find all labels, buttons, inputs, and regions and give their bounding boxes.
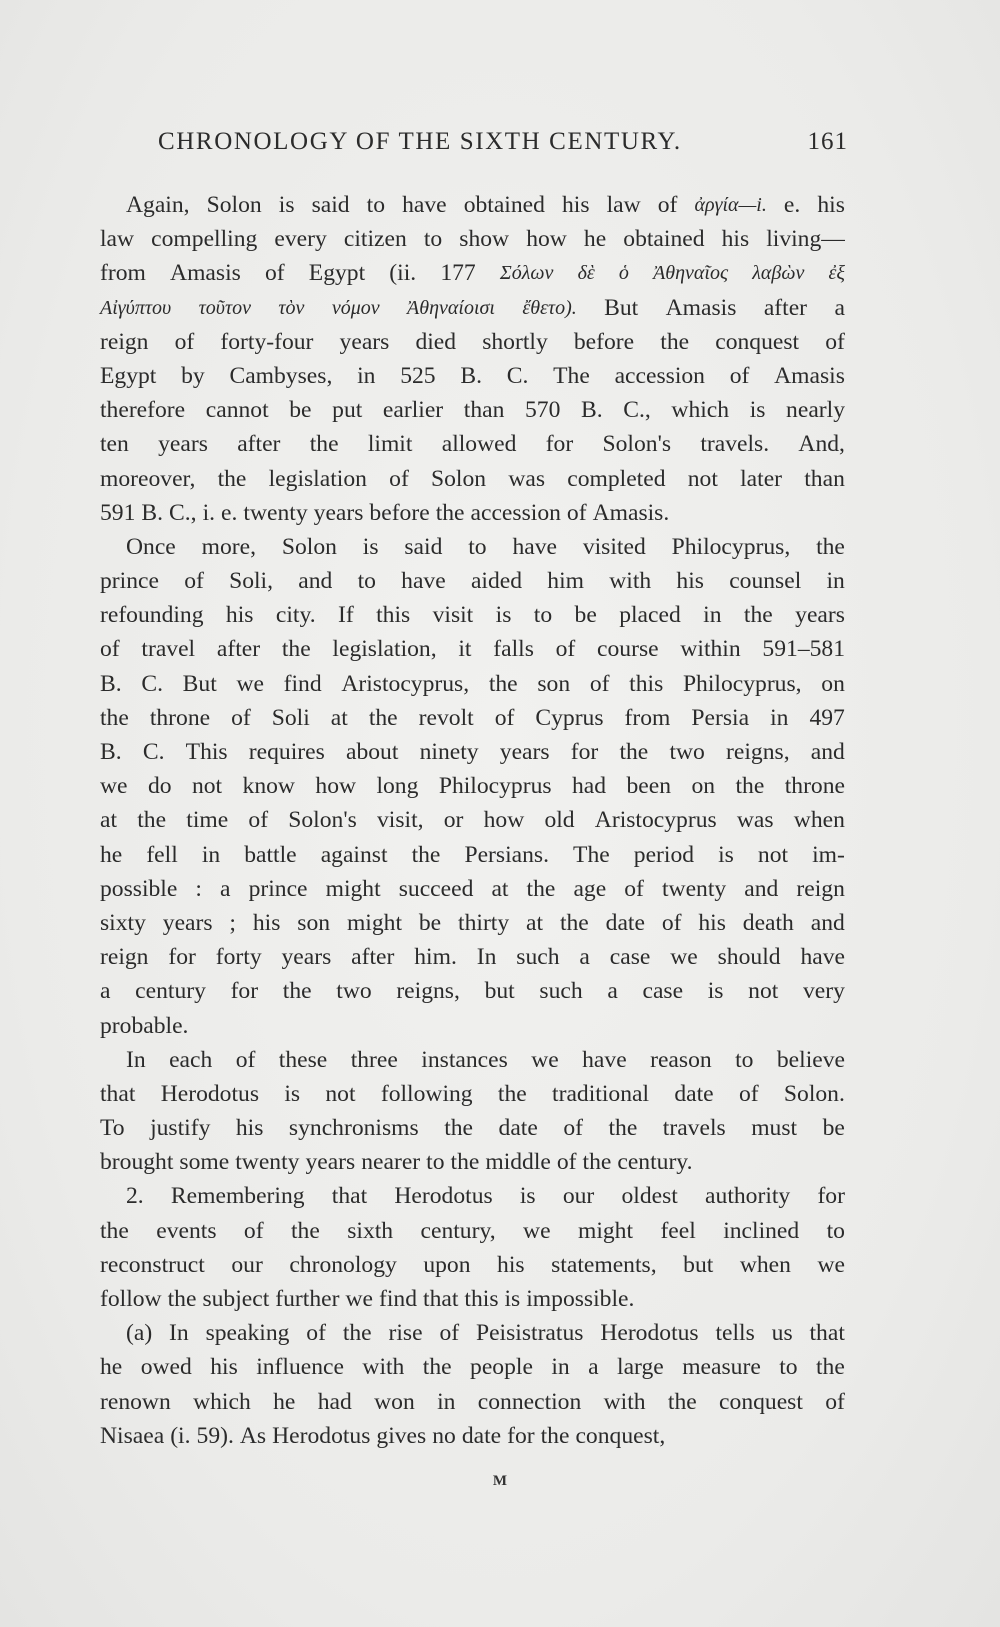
running-head: CHRONOLOGY OF THE SIXTH CENTURY.: [158, 128, 682, 155]
text-line: he fell in battle against the Persians. The period is not im-: [100, 841, 845, 868]
text-line: a century for the two reigns, but such a case is not very: [100, 978, 845, 1005]
text-line: prince of Soli, and to have aided him with his counsel in: [100, 568, 845, 595]
text-line: follow the subject further we find that this is impossible.: [100, 1286, 635, 1312]
text-line: moreover, the legislation of Solon was completed not later than: [100, 465, 845, 492]
text-line: that Herodotus is not following the traditional date of Solon.: [100, 1080, 845, 1107]
text-line: renown which he had won in connection with the conquest of: [100, 1388, 845, 1415]
text-line: he owed his influence with the people in a large measure to the: [100, 1354, 845, 1381]
text-line: B. C. But we find Aristocyprus, the son of this Philocyprus, on: [100, 670, 845, 697]
paragraph: [100, 530, 845, 1043]
text-line: (a) In speaking of the rise of Peisistratus Herodotus tells us that: [126, 1320, 845, 1347]
text-line: Once more, Solon is said to have visited Philocyprus, the: [126, 533, 845, 560]
paragraph: [100, 1043, 845, 1180]
text-line: B. C. This requires about ninety years for the two reigns, and: [100, 739, 845, 765]
text-line: from Amasis of Egypt (ii. 177 Σόλων δὲ ὁ Ἀθηναῖος λαβὼν ἐξ: [100, 260, 845, 287]
text-line: refounding his city. If this visit is to be placed in the years: [100, 602, 845, 629]
text-line: reign of forty-four years died shortly before the conquest of: [100, 328, 845, 355]
body-text: [100, 188, 845, 1453]
text-line: law compelling every citizen to show how he obtained his living—: [100, 226, 845, 253]
paragraph: [100, 1179, 845, 1316]
text-line: Egypt by Cambyses, in 525 B. C. The accession of Amasis: [100, 362, 845, 389]
text-line: 591 B. C., i. e. twenty years before the accession of Amasis.: [100, 499, 670, 526]
text-line: the throne of Soli at the revolt of Cyprus from Persia in 497: [100, 704, 845, 731]
page-number: 161: [807, 128, 848, 155]
page-header: [158, 128, 848, 168]
text-line: reconstruct our chronology upon his statements, but when we: [100, 1251, 845, 1278]
text-line: Again, Solon is said to have obtained his law of ἀργία—i. e. his: [126, 192, 845, 218]
text-line: In each of these three instances we have reason to believe: [126, 1046, 845, 1073]
text-line: at the time of Solon's visit, or how old Aristocyprus was when: [100, 807, 845, 834]
text-line: we do not know how long Philocyprus had been on the throne: [100, 773, 845, 800]
paragraph: [100, 188, 845, 530]
text-line: of travel after the legislation, it falls of course within 591–581: [100, 636, 845, 663]
signature-mark: M: [492, 1473, 508, 1489]
text-line: sixty years ; his son might be thirty at the date of his death and: [100, 909, 845, 936]
text-line: therefore cannot be put earlier than 570 B. C., which is nearly: [100, 397, 845, 424]
text-line: 2. Remembering that Herodotus is our oldest authority for: [126, 1183, 845, 1210]
text-line: Αἰγύπτου τοῦτον τὸν νόμον Ἀθηναίοισι ἔθετο). But Amasis after a: [100, 294, 845, 321]
text-line: To justify his synchronisms the date of the travels must be: [100, 1115, 845, 1142]
text-line: possible : a prince might succeed at the age of twenty and reign: [100, 875, 845, 902]
text-line: ten years after the limit allowed for Solon's travels. And,: [100, 431, 845, 458]
text-line: reign for forty years after him. In such a case we should have: [100, 944, 845, 971]
text-line: brought some twenty years nearer to the middle of the century.: [100, 1149, 693, 1176]
text-line: the events of the sixth century, we might feel inclined to: [100, 1217, 845, 1244]
text-line: probable.: [100, 1012, 189, 1039]
text-line: Nisaea (i. 59). As Herodotus gives no date for the conquest,: [100, 1422, 666, 1449]
paragraph: [100, 1316, 845, 1453]
